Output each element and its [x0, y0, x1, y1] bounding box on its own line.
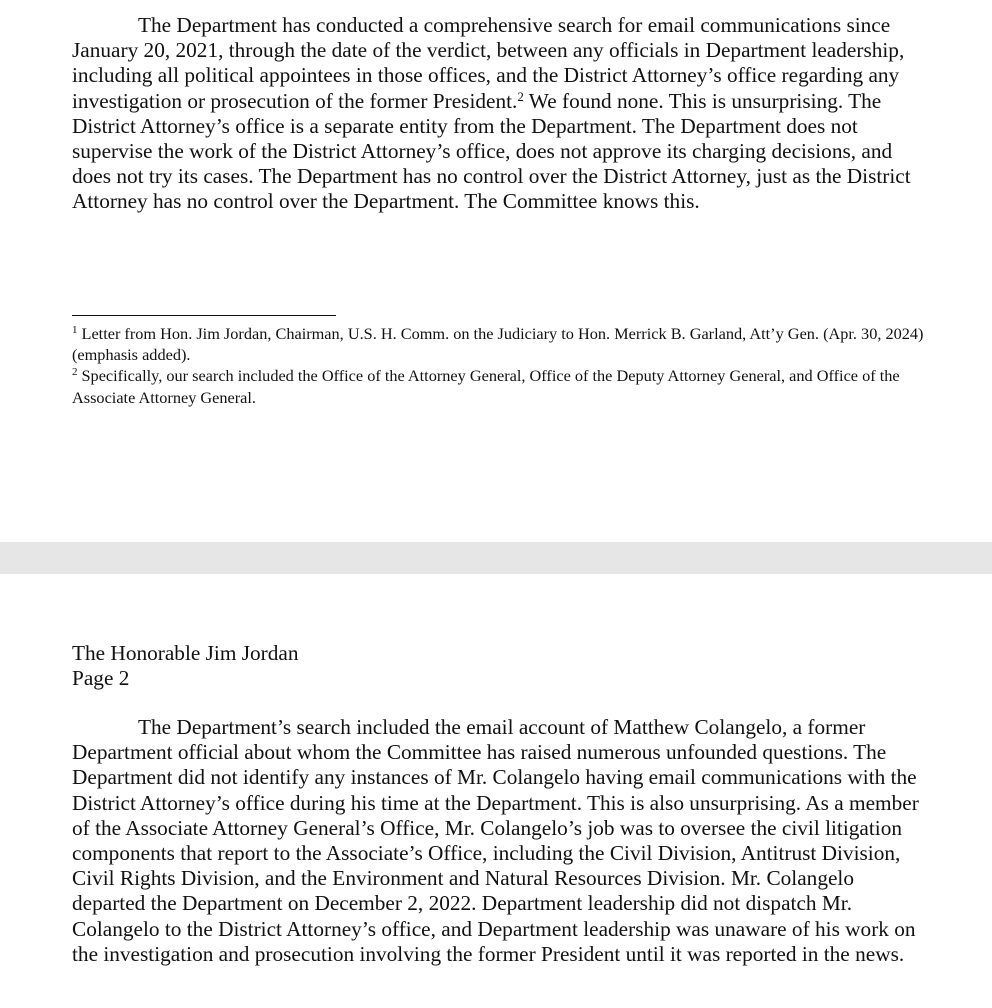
- body-paragraph: [72, 13, 932, 215]
- footnote-1: [72, 323, 932, 365]
- footnote-text: Letter from Hon. Jim Jordan, Chairman, U.S. H. Comm. on the Judiciary to Hon. Merrick B. Garland, Att’y Gen. (Apr. 30, 2024) (emphasis added).: [72, 324, 924, 365]
- body-paragraph: The Department’s search included the email account of Matthew Colangelo, a former Department official about whom the Committee has raised numerous unfounded questions. The Department did not identify any instances of Mr. Colangelo having email communications with the District Attorney’s office during his time at the Department. This is also unsurprising. As a member of the Associate Attorney General’s Office, Mr. Colangelo’s job was to oversee the civil litigation components that report to the Associate’s Office, including the Civil Division, Antitrust Division, Civil Rights Division, and the Environment and Natural Resources Division. Mr. Colangelo departed the Department on December 2, 2022. Department leadership did not dispatch Mr. Colangelo to the District Attorney’s office, and Department leadership was unaware of his work on the investigation and prosecution involving the former President until it was reported in the news.: [72, 715, 919, 966]
- footnote-text: Specifically, our search included the Office of the Attorney General, Office of the Deputy Attorney General, and Office of the Associate Attorney General.: [72, 366, 900, 407]
- page-number-label: Page 2: [72, 666, 130, 691]
- footnote-separator: [72, 315, 336, 316]
- footnote-reference[interactable]: 2: [517, 88, 524, 104]
- footnotes: [72, 323, 932, 408]
- page-break-gap: [0, 542, 992, 574]
- letter-header: [72, 641, 299, 691]
- recipient-line: The Honorable Jim Jordan: [72, 641, 299, 665]
- footnote-number: 1: [72, 323, 78, 336]
- footnote-2: [72, 365, 932, 407]
- paragraph-text-continued: We found none. This is unsurprising. The District Attorney’s office is a separate entity from the Department. The Department does not supervise the work of the District Attorney’s office, does not approve its charging decisions, and does not try its cases. The Department has no control over the District Attorney, just as the District Attorney has no control over the Department. The Committee knows this.: [72, 88, 911, 214]
- paragraph-text: The Department has conducted a comprehensive search for email communications since January 20, 2021, through the date of the verdict, between any officials in Department leadership, including all political appointees in those offices, and the District Attorney’s office regarding any investigation or prosecution of the former President.: [72, 13, 905, 113]
- document-page-2: [0, 574, 992, 1008]
- footnote-number: 2: [72, 366, 78, 379]
